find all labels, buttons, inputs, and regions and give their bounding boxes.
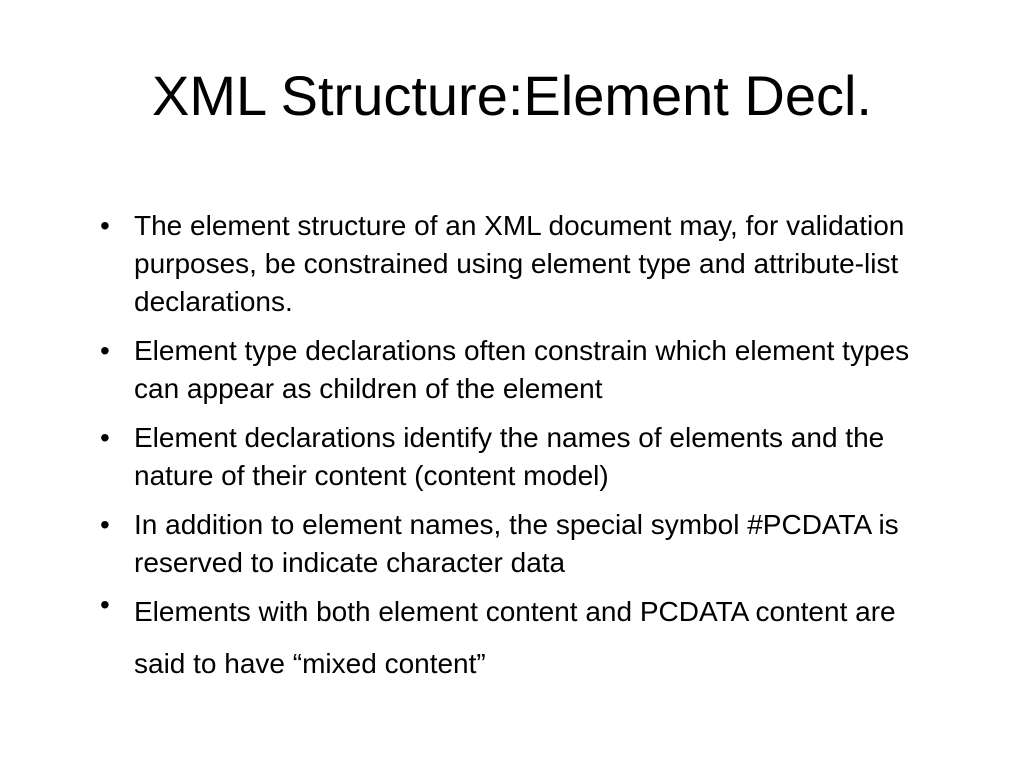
bullet-icon: • — [100, 210, 110, 241]
bullet-item — [100, 419, 940, 495]
bullet-text: Element declarations identify the names of elements and the nature of their content (content model) — [134, 422, 885, 491]
bullet-icon: • — [100, 509, 110, 540]
bullet-icon: • — [100, 422, 110, 453]
bullet-text: The element structure of an XML document may, for validation purposes, be constrained using element type and attribute-list declarations. — [134, 210, 905, 317]
slide-title: XML Structure:Element Decl. — [152, 64, 872, 127]
bullet-item — [100, 586, 940, 690]
bullet-list — [100, 207, 940, 701]
bullet-item — [100, 207, 940, 321]
bullet-item — [100, 332, 940, 408]
bullet-icon: • — [100, 589, 110, 620]
bullet-text: Element type declarations often constrain which element types can appear as children of the element — [134, 335, 910, 404]
bullet-icon: • — [100, 335, 110, 366]
bullet-text: In addition to element names, the special symbol #PCDATA is reserved to indicate character data — [134, 509, 899, 578]
bullet-item — [100, 506, 940, 582]
bullet-text: Elements with both element content and PCDATA content are said to have “mixed content” — [134, 596, 896, 679]
